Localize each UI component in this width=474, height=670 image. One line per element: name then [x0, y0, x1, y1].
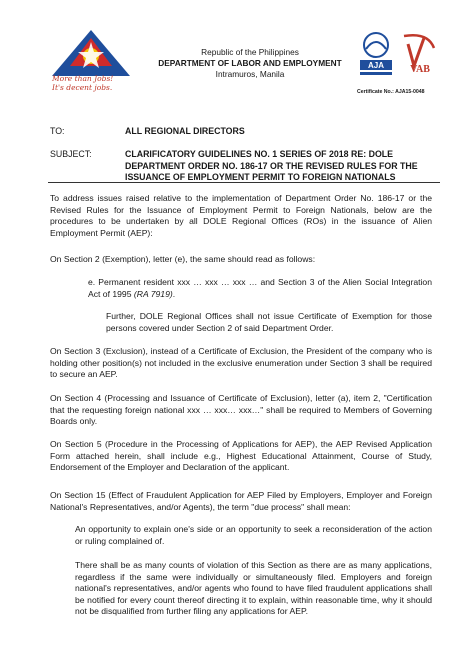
section-4-paragraph: On Section 4 (Processing and Issuance of Certificate of Exclusion), letter (a), item 2, "Certification that the requesting foreign national xxx … xxx… xxx…" shall be required to Members of Governing Boards only.: [50, 393, 432, 427]
intro-paragraph: To address issues raised relative to the implementation of Department Order No. 186-17 or the Revised Rules for the Issuance of Employment Permit to Foreign Nationals, below are the procedures to be undertaken by all DOLE Regional Offices (ROs) in the issuance of Alien Employment Permit (AEP):: [50, 193, 432, 238]
vab-accreditation-logo: [398, 30, 438, 78]
subject-label: SUBJECT:: [50, 149, 92, 159]
agency-header: [150, 47, 350, 80]
section-2-heading: On Section 2 (Exemption), letter (e), the same should read as follows:: [50, 254, 316, 264]
subject-text: CLARIFICATORY GUIDELINES NO. 1 SERIES OF 2018 RE: DOLE DEPARTMENT ORDER NO. 186-17 OR THE REVISED RULES FOR THE ISSUANCE OF EMPLOYMENT PERMIT TO FOREIGN NATIONALS: [125, 149, 418, 182]
section-2-further: Further, DOLE Regional Offices shall not issue Certificate of Exemption for those persons covered under Section 2 of said Department Order.: [106, 311, 432, 333]
section-2-item-e: [88, 277, 432, 300]
agency-address: Intramuros, Manila: [215, 69, 285, 79]
violation-counts-paragraph: There shall be as many counts of violation of this Section as there are as many applications, regardless if the same were individually or simultaneously filed. Employers and foreign national's representatives, and/or agents who found to have filed fraudulent applications shall be notified for every count thereof directing it to explain, within reasonable time, why it should not be disqualified from further filing any applications for AEP.: [75, 560, 432, 617]
section-5-paragraph: On Section 5 (Procedure in the Processing of Applications for AEP), the AEP Revised Application Form attached herein, shall include e.g., Highest Educational Attainment, Course of Study, Endorsement of the Employer and Declaration of the applicant.: [50, 439, 432, 473]
department-name: DEPARTMENT OF LABOR AND EMPLOYMENT: [158, 58, 342, 68]
slogan-line-2: It's decent jobs.: [52, 83, 113, 92]
header-divider: [48, 182, 440, 183]
to-recipient: ALL REGIONAL DIRECTORS: [125, 126, 245, 136]
vab-text: VAB: [410, 64, 430, 75]
republic-line: Republic of the Philippines: [201, 47, 299, 57]
slogan-line-1: More than Jobs!: [52, 74, 114, 83]
section-3-paragraph: On Section 3 (Exclusion), instead of a Certificate of Exclusion, the President of the company who is holding other position(s) not included in the exclusive enumeration under Section 3 shall be required to secure an AEP.: [50, 346, 432, 380]
item-end: .: [172, 288, 176, 299]
to-label: TO:: [50, 126, 65, 136]
section-15-paragraph: On Section 15 (Effect of Fraudulent Application for AEP Filed by Employers, Employer and Foreign National's Representatives, and/or Agents), the term "due process" shall mean:: [50, 490, 432, 512]
ra-reference: (RA 7919): [133, 288, 173, 299]
certificate-number: Certificate No.: AJA15-0048: [357, 89, 425, 95]
aja-certification-logo: [357, 30, 395, 80]
section-2-item-text: e. Permanent resident xxx … xxx … xxx … and Section 3 of the Alien Social Integration Act of 1995: [88, 277, 432, 299]
logo-slogan: [52, 74, 136, 92]
due-process-definition: An opportunity to explain one's side or an opportunity to seek a reconsideration of the action or ruling complained of.: [75, 524, 432, 546]
aja-text: AJA: [367, 61, 385, 70]
